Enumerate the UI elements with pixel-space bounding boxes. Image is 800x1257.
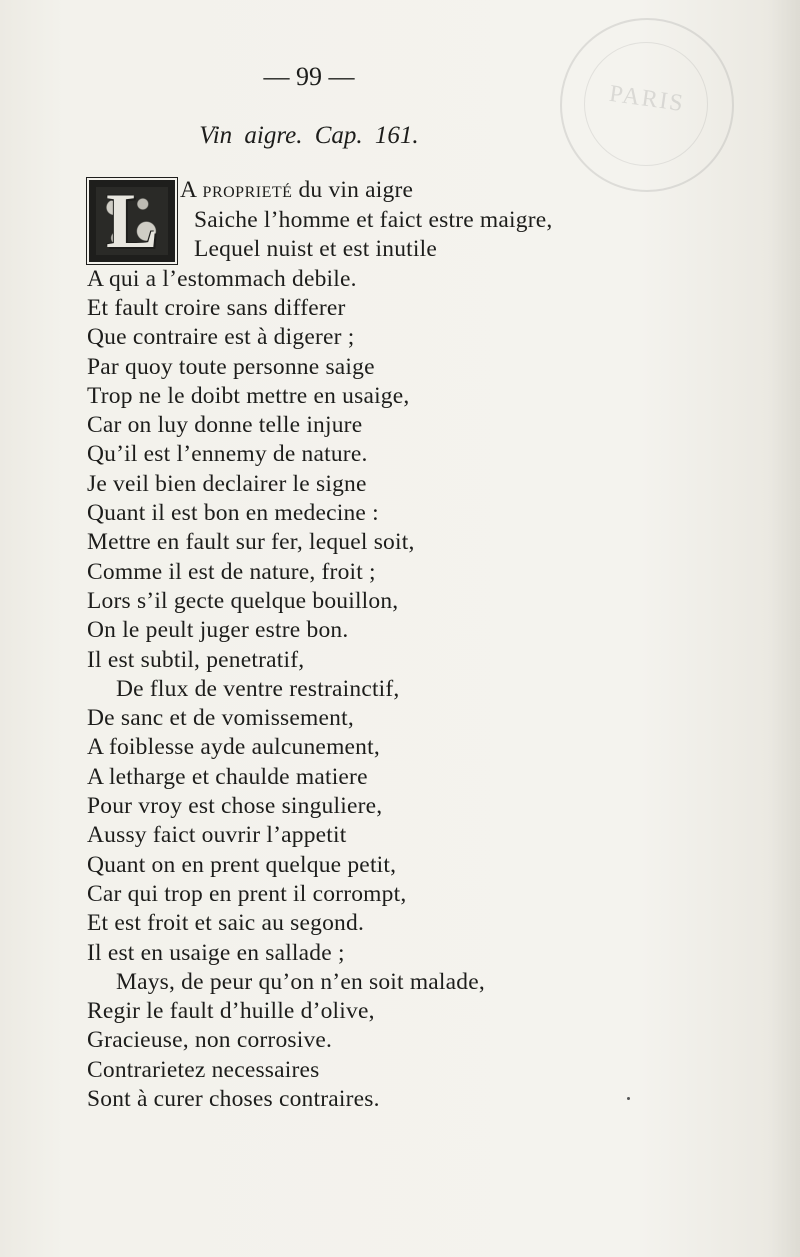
poem-line: Comme il est de nature, froit ; [87,558,376,585]
poem-line: De sanc et de vomissement, [87,705,354,732]
poem-line: Car qui trop en prent il corrompt, [87,880,407,907]
poem-line: On le peult juger estre bon. [87,617,349,644]
poem-line: Lors s’il gecte quelque bouillon, [87,587,399,614]
library-stamp [560,18,734,192]
first-line-smallcaps: A proprieté [180,177,293,203]
poem-line: Par quoy toute personne saige [87,353,375,380]
poem-line: Lequel nuist et est inutile [194,236,437,263]
poem-line: A qui a l’estommach debile. [87,265,357,292]
poem-line [180,177,413,204]
poem-line: Aussy faict ouvrir l’appetit [87,822,347,849]
first-line-rest: du vin aigre [292,177,414,203]
poem-line: Qu’il est l’ennemy de nature. [87,441,368,468]
poem-line: Il est subtil, penetratif, [87,646,305,673]
poem-line: Quant on en prent quelque petit, [87,851,397,878]
poem-line: Quant il est bon en medecine : [87,500,379,526]
poem-line: Mettre en fault sur fer, lequel soit, [87,529,415,556]
poem-line: Regir le fault d’huille d’olive, [87,998,375,1025]
poem-line: Gracieuse, non corrosive. [87,1027,333,1054]
poem-line: Pour vroy est chose singuliere, [87,793,383,819]
stamp-text: PARIS [607,80,687,118]
chapter-title: Vin aigre. Cap. 161. [199,122,419,149]
drop-cap-ornament [89,177,175,264]
poem-line: De flux de ventre restrainctif, [116,675,400,702]
poem-line: Et est froit et saic au segond. [87,910,365,937]
poem-line: Car on luy donne telle injure [87,412,363,439]
poem-line: Saiche l’homme et faict estre maigre, [194,207,553,233]
page-number: — 99 — [263,62,355,91]
drop-cap-letter: L [105,177,159,264]
poem-line: Contrarietez necessaires [87,1056,320,1083]
poem-line: Que contraire est à digerer ; [87,324,355,351]
poem-line: Il est en usaige en sallade ; [87,939,345,966]
poem-line: Trop ne le doibt mettre en usaige, [87,382,410,409]
poem-line: Et fault croire sans differer [87,294,346,321]
poem-line: Sont à curer choses contraires. [87,1086,380,1112]
poem-line: A letharge et chaulde matiere [87,763,368,790]
poem-line: Je veil bien declairer le signe [87,470,367,497]
speck [627,1097,630,1100]
poem-line: A foiblesse ayde aulcunement, [87,734,380,761]
poem-line: Mays, de peur qu’on n’en soit malade, [116,968,485,995]
